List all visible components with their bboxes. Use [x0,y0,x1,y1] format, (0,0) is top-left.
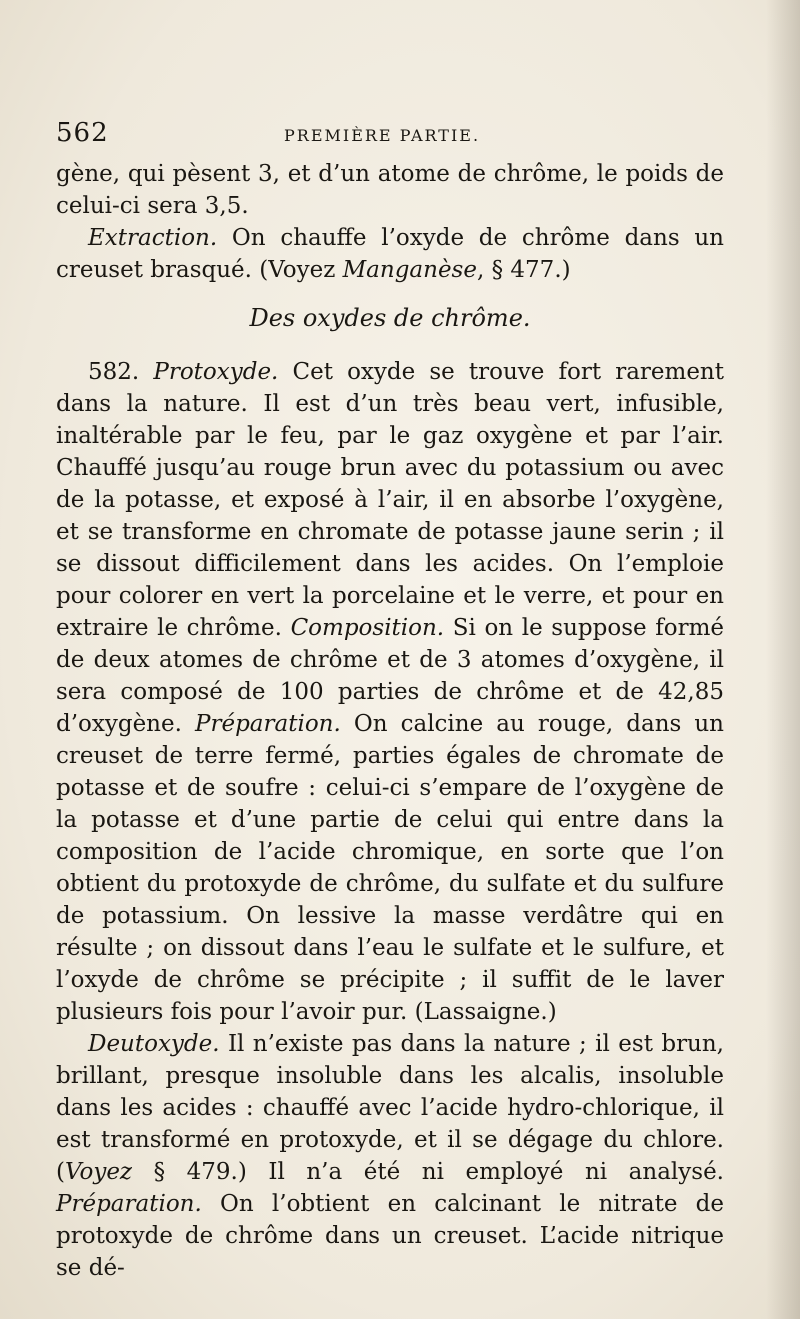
paragraph-text: , § 477.) [476,257,571,283]
paragraph-protoxyde [56,356,724,1028]
page-body [56,158,724,1284]
paragraph-number: 582. [88,359,140,385]
paragraph-text: On calcine au rouge, dans un creuset de terre fermé, parties égales de chromate de potasse et de soufre : celui-ci s’empare de l’oxygène de la potasse et d’une partie de celui qui entre dans la composition de l’acide chromique, en sorte que l’on obtient du protoxyde de chrôme, du sulfate et du sulfure de potassium. On lessive la masse verdâtre qui en résulte ; on dissout dans l’eau le sulfate et le sulfure, et l’oxyde de chrôme se précipite ; il suffit de le laver plusieurs fois pour l’avoir pur. (Lassaigne.) [56,711,725,1025]
paragraph-text: Il n’existe pas dans la nature ; il est brun, brillant, presque insoluble dans les alcalis, insoluble dans les acides : chauffé avec l’acide hydro-chlorique, il est transformé en protoxyde, et il se dégage du chlore. ( [56,1031,724,1185]
manganese-reference: Manganèse [342,257,477,283]
paragraph-continuation [56,158,724,222]
page-number: 562 [56,118,109,148]
preparation-label: Préparation. [195,711,341,737]
protoxyde-label: Protoxyde. [153,359,279,385]
paragraph-deutoxyde [56,1028,724,1284]
paragraph-text: Cet oxyde se trouve fort rarement dans la nature. Il est d’un très beau vert, infusible, inaltérable par le feu, par le gaz oxygène et par l’air. Chauffé jusqu’au rouge brun avec du potassium ou avec de la potasse, et exposé à l’air, il en absorbe l’oxygène, et se transforme en chromate de potasse jaune serin ; il se dissout difficilement dans les acides. On l’emploie pour colorer en vert la porcelaine et le verre, et pour en extraire le chrôme. [56,359,724,641]
voyez-reference: Voyez [64,1159,133,1185]
page-header [56,118,736,154]
extraction-label: Extraction. [88,225,218,251]
paragraph-text: Si on le suppose formé de deux atomes de chrôme et de 3 atomes d’oxygène, il sera composé de 100 parties de chrôme et de 42,85 d’oxygène. [56,615,724,737]
paragraph-extraction [56,222,724,286]
deutoxyde-label: Deutoxyde. [88,1031,220,1057]
paragraph-text: On chauffe l’oxyde de chrôme dans un creuset brasqué. (Voyez [56,225,724,283]
running-head: PREMIÈRE PARTIE. [284,126,481,145]
preparation-label: Préparation. [56,1191,202,1217]
paragraph-text: On l’obtient en calcinant le nitrate de protoxyde de chrôme dans un creuset. L’acide nitrique se dé- [56,1191,724,1281]
section-title: Des oxydes de chrôme. [249,304,531,332]
composition-label: Composition. [290,615,445,641]
paragraph-text: gène, qui pèsent 3, et d’un atome de chrôme, le poids de celui-ci sera 3,5. [56,161,724,219]
page-edge-shadow [766,0,800,1319]
paragraph-text: § 479.) Il n’a été ni employé ni analysé. [132,1159,724,1185]
